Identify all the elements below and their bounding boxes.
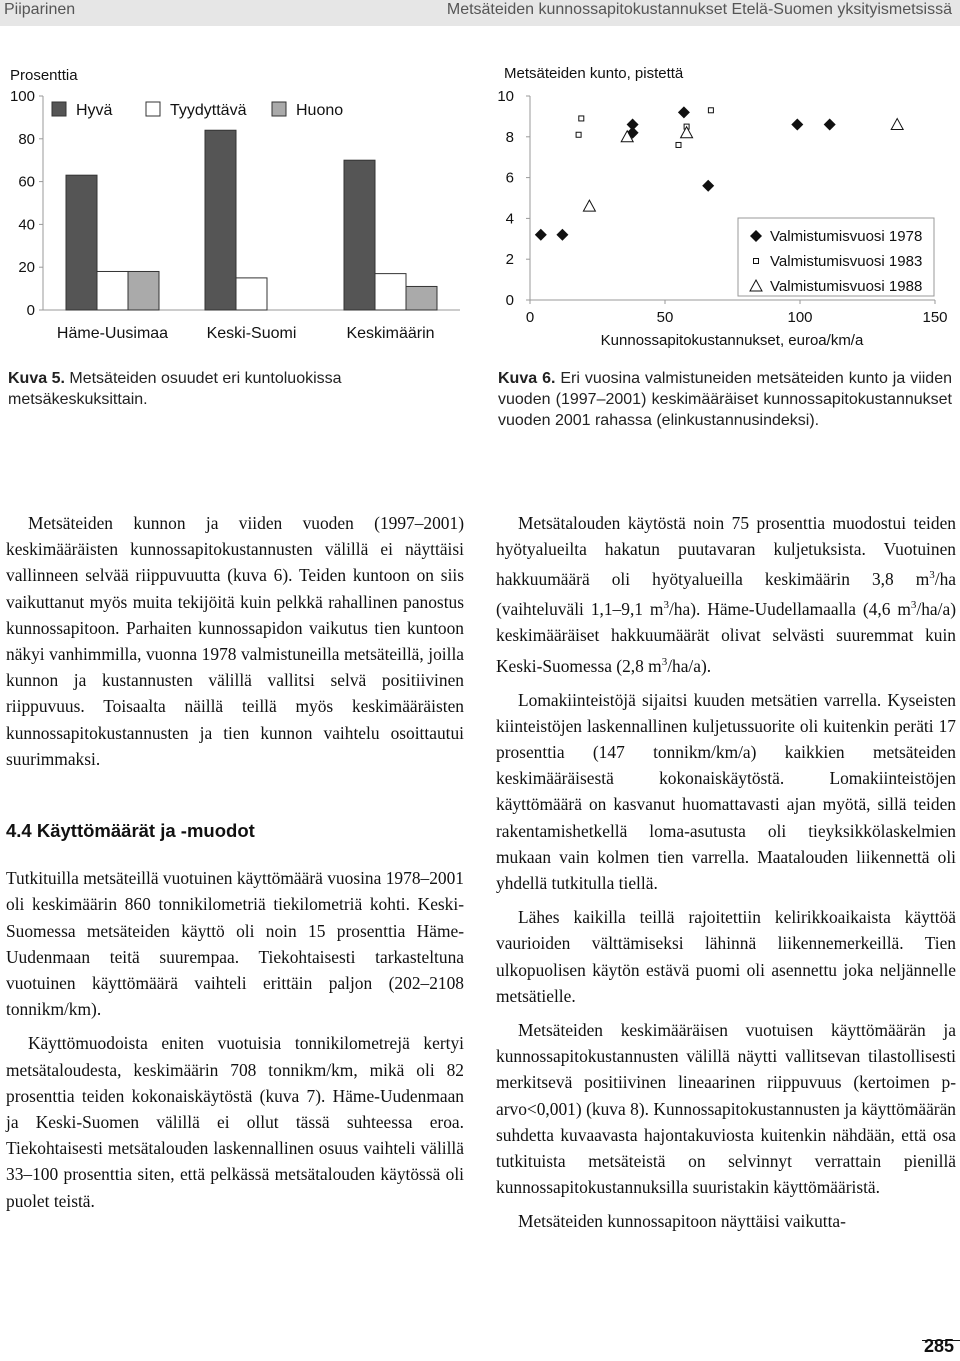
fig5-legend-label: Tyydyttävä <box>170 102 247 119</box>
fig5-category-label: Häme-Uusimaa <box>56 325 169 342</box>
fig6-point-triangle <box>681 127 693 138</box>
right-paragraph-1: Metsätalouden käytöstä noin 75 prosenttia muodostui teiden hyötyalueilta hakatun puutavaran kuljetuksista. Vuotuinen hakkuumäärä oli hyötyalueilla keskimäärin 3,8 $m^3/ha$ (vaihteluväli 1,1–9,1 $m^3/ha$). Häme-Uudellamaalla (4,6 $m^3/ha/a$) keskimääräiset hakkuumäärät olivat selvästi suuremmat kuin Keski-Suomessa (2,8 $m^3/ha/a$). <box>496 513 956 676</box>
fig5-bar <box>375 274 406 310</box>
fig5-ylabel: Prosenttia <box>10 67 78 84</box>
fig6-point-triangle <box>583 200 595 211</box>
right-paragraph-2: Lomakiinteistöjä sijaitsi kuuden metsätien varrella. Kyseisten kiinteistöjen laskennallinen kuljetussuorite oli kuitenkin peräti 17 prosenttia (147 tonnikm/km/a) kaikkien metsäteiden keskimääräisestä kokonaiskäytöstä. Lomakiinteistöjen käyttömäärä on kasvanut huomattavasti ajan myötä, sillä teiden rakentamishetkellä loma-asutusta oli tieyksikkölaskelmien mukaan vain kolmen tien varrella. Maatalouden liikennettä oli yhdellä tutkitulla tiellä. <box>496 689 956 894</box>
right-paragraph-3: Lähes kaikilla teillä rajoitettiin kelirikkoaikaista käyttöä vaurioiden välttämiseksi lähinnä liikennemerkeillä. Tien ulkopuolisen käytön estävä puomi oli asennettu joka neljännelle metsätielle. <box>496 907 956 1006</box>
fig6-xtick-label: 100 <box>787 309 813 326</box>
fig5-caption-text: Metsäteiden osuudet eri kuntoluokissa metsäkeskuksittain. <box>8 370 342 408</box>
journal-name: Piiparinen <box>4 1 76 18</box>
fig6-point-diamond <box>627 119 639 131</box>
fig5-legend-label: Hyvä <box>76 102 113 119</box>
fig5-category-label: Keskimäärin <box>346 325 435 342</box>
fig5-bar <box>205 130 236 310</box>
fig6-legend-label: Valmistumisvuosi 1978 <box>770 228 923 245</box>
fig5-legend-label: Huono <box>296 102 344 119</box>
left-paragraph-2: Tutkituilla metsäteillä vuotuinen käyttömäärä vuosina 1978–2001 oli keskimäärin 860 tonnikilometriä tiekilometriä kohti. Keski-Suomessa metsäteiden käyttö oli noin 15 prosenttia Häme-Uudenmaan teitä suurempaa. Tiekohtaisesti tarkasteltuna vuotuinen käyttömäärä vaihteli erittäin paljon (202–2108 tonnikm/km). <box>6 868 464 1020</box>
fig6-ytick-label: 0 <box>505 292 514 309</box>
fig6-ytick-label: 8 <box>505 128 514 146</box>
fig6-point-diamond <box>824 119 836 131</box>
fig6-xtick-label: 150 <box>922 309 948 326</box>
fig5-bar <box>97 271 128 310</box>
page-number: 285 <box>923 1336 954 1356</box>
fig6-xtick-label: 0 <box>525 309 535 326</box>
fig5-bar <box>344 160 375 310</box>
fig6-point-square <box>576 132 581 137</box>
fig6-point-diamond <box>556 229 568 241</box>
fig6-ytick-label: 10 <box>497 88 514 105</box>
fig5-bar <box>66 175 97 310</box>
left-paragraph-3: Käyttömuodoista eniten vuotuisia tonnikilometrejä kertyi metsätaloudesta, keskimäärin 708 tonnikm/km, mikä oli 82 prosenttia teiden kokonaiskäytöstä (kuva 7). Häme-Uudenmaan ja Keski-Suomen välillä ei ollut tässä suhteessa eroa. Tiekohtaisesti metsätalouden laskennallinen osuus vaihteli välillä 33–100 prosenttia siten, että pelkässä metsätalouden käytössä oli puolet teistä. <box>6 1033 464 1211</box>
figure-5-bar-chart <box>0 60 470 350</box>
fig6-ylabel: Metsäteiden kunto, pistettä <box>504 65 684 82</box>
fig6-point-square <box>676 142 681 147</box>
fig5-ytick-label: 20 <box>18 259 35 277</box>
left-column <box>6 510 464 1214</box>
fig5-ytick-label: 40 <box>18 216 35 234</box>
right-column <box>496 510 956 1235</box>
fig6-point-square <box>579 116 584 121</box>
fig6-legend-marker <box>754 259 759 264</box>
right-paragraph-4: Metsäteiden keskimääräisen vuotuisen käyttömäärän ja kunnossapitokustannusten välillä näytti vallitsevan tilastollisesti merkitsevä positiivinen lineaarinen riippuvuus (kertoimen p-arvo<0,001) (kuva 8). Kunnossapitokustannusten ja käyttömäärän suhdetta kuvaavasta hajontakuviosta kuitenkin nähdään, että osa tutkituista metsäteistä on selvinnyt verrattain pienillä kunnossapitokustannuksilla suuristakin käyttömääristä. <box>496 1020 956 1198</box>
fig5-ytick-label: 0 <box>26 302 35 319</box>
fig5-legend-swatch <box>52 102 66 116</box>
fig5-bar <box>236 278 267 310</box>
fig5-ytick-label: 80 <box>18 130 35 148</box>
fig6-point-diamond <box>791 119 803 131</box>
figure-6-caption <box>498 368 952 431</box>
fig6-point-diamond <box>702 180 714 192</box>
fig5-caption-label: Kuva 5. <box>8 370 65 387</box>
running-title: Metsäteiden kunnossapitokustannukset Etelä-Suomen yksityismetsissä <box>446 1 952 18</box>
fig6-legend-label: Valmistumisvuosi 1988 <box>770 278 923 295</box>
right-paragraph-5: Metsäteiden kunnossapitoon näyttäisi vaikutta- <box>518 1211 846 1232</box>
fig6-point-triangle <box>891 119 903 130</box>
fig5-ytick-label: 100 <box>9 88 35 105</box>
fig6-point-diamond <box>678 106 690 118</box>
running-header <box>0 0 960 26</box>
fig6-caption-label: Kuva 6. <box>498 370 556 387</box>
section-heading: 4.4 Käyttömäärät ja -muodot <box>6 820 255 842</box>
fig5-ytick-label: 60 <box>18 173 35 191</box>
figure-6-scatter-chart <box>490 60 960 355</box>
fig5-bar <box>128 271 159 310</box>
left-paragraph-1: Metsäteiden kunnon ja viiden vuoden (1997–2001) keskimääräisten kunnossapitokustannusten välillä ei näyttäisi vallinneen selvää riippuvuutta (kuva 6). Teiden kuntoon on siis vaikuttanut myös muita tekijöitä kuin pelkkä rahallinen panostus kunnossapitoon. Parhaiten kunnossapidon vaikutus tien kuntoon näkyi vanhimmilla, vuonna 1978 valmistuneilla metsäteillä, joilla kunnon ja kustannusten välillä vallitsi selvä positiivinen riippuvuus. Toisaalta näillä teillä myös keskimääräisten kunnossapitokustannusten ja tien kunnon vaihtelu osoittautui suurimmaksi. <box>6 513 464 769</box>
fig5-bar <box>406 286 437 310</box>
fig6-ytick-label: 6 <box>505 169 514 187</box>
fig6-legend-label: Valmistumisvuosi 1983 <box>770 253 923 270</box>
fig5-legend-swatch <box>272 102 286 116</box>
fig6-xtick-label: 50 <box>656 309 674 326</box>
fig6-caption-text: Eri vuosina valmistuneiden metsäteiden kunto ja viiden vuoden (1997–2001) keskimääräiset kunnossapitokustannukset vuoden 2001 rahassa (elinkustannusindeksi). <box>498 370 953 429</box>
fig6-ytick-label: 4 <box>505 210 514 228</box>
fig6-ytick-label: 2 <box>505 251 514 269</box>
fig6-xlabel: Kunnossapitokustannukset, euroa/km/a <box>600 332 864 349</box>
fig5-category-label: Keski-Suomi <box>206 325 297 342</box>
fig6-point-diamond <box>535 229 547 241</box>
fig6-point-square <box>708 108 713 113</box>
fig5-legend-swatch <box>146 102 160 116</box>
figure-5-caption <box>8 368 448 410</box>
